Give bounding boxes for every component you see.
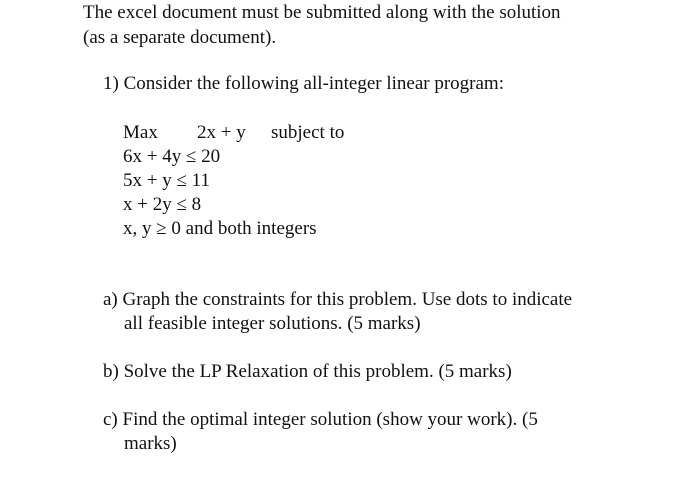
- constraint-1: 6x + 4y ≤ 20: [123, 146, 221, 167]
- part-b-line-1: b) Solve the LP Relaxation of this problem. (5 marks): [103, 361, 512, 382]
- part-a-line-1: a) Graph the constraints for this problem. Use dots to indicate: [103, 289, 573, 310]
- question-1-heading: 1) Consider the following all-integer linear program:: [103, 73, 504, 94]
- part-c-line-2: marks): [124, 433, 177, 454]
- objective-expression: 2x + y: [197, 122, 246, 143]
- constraint-3: x + 2y ≤ 8: [123, 194, 202, 215]
- intro-line-2: (as a separate document).: [83, 27, 277, 48]
- part-a-line-2: all feasible integer solutions. (5 marks): [124, 313, 421, 334]
- part-c-line-1: c) Find the optimal integer solution (show your work). (5: [103, 409, 538, 430]
- objective-label: Max: [123, 122, 158, 143]
- objective-suffix: subject to: [271, 122, 345, 143]
- objective-row: [123, 122, 344, 144]
- intro-line-1: The excel document must be submitted along with the solution: [83, 2, 561, 23]
- constraint-2: 5x + y ≤ 11: [123, 170, 210, 191]
- constraint-nonnegativity: x, y ≥ 0 and both integers: [123, 218, 317, 239]
